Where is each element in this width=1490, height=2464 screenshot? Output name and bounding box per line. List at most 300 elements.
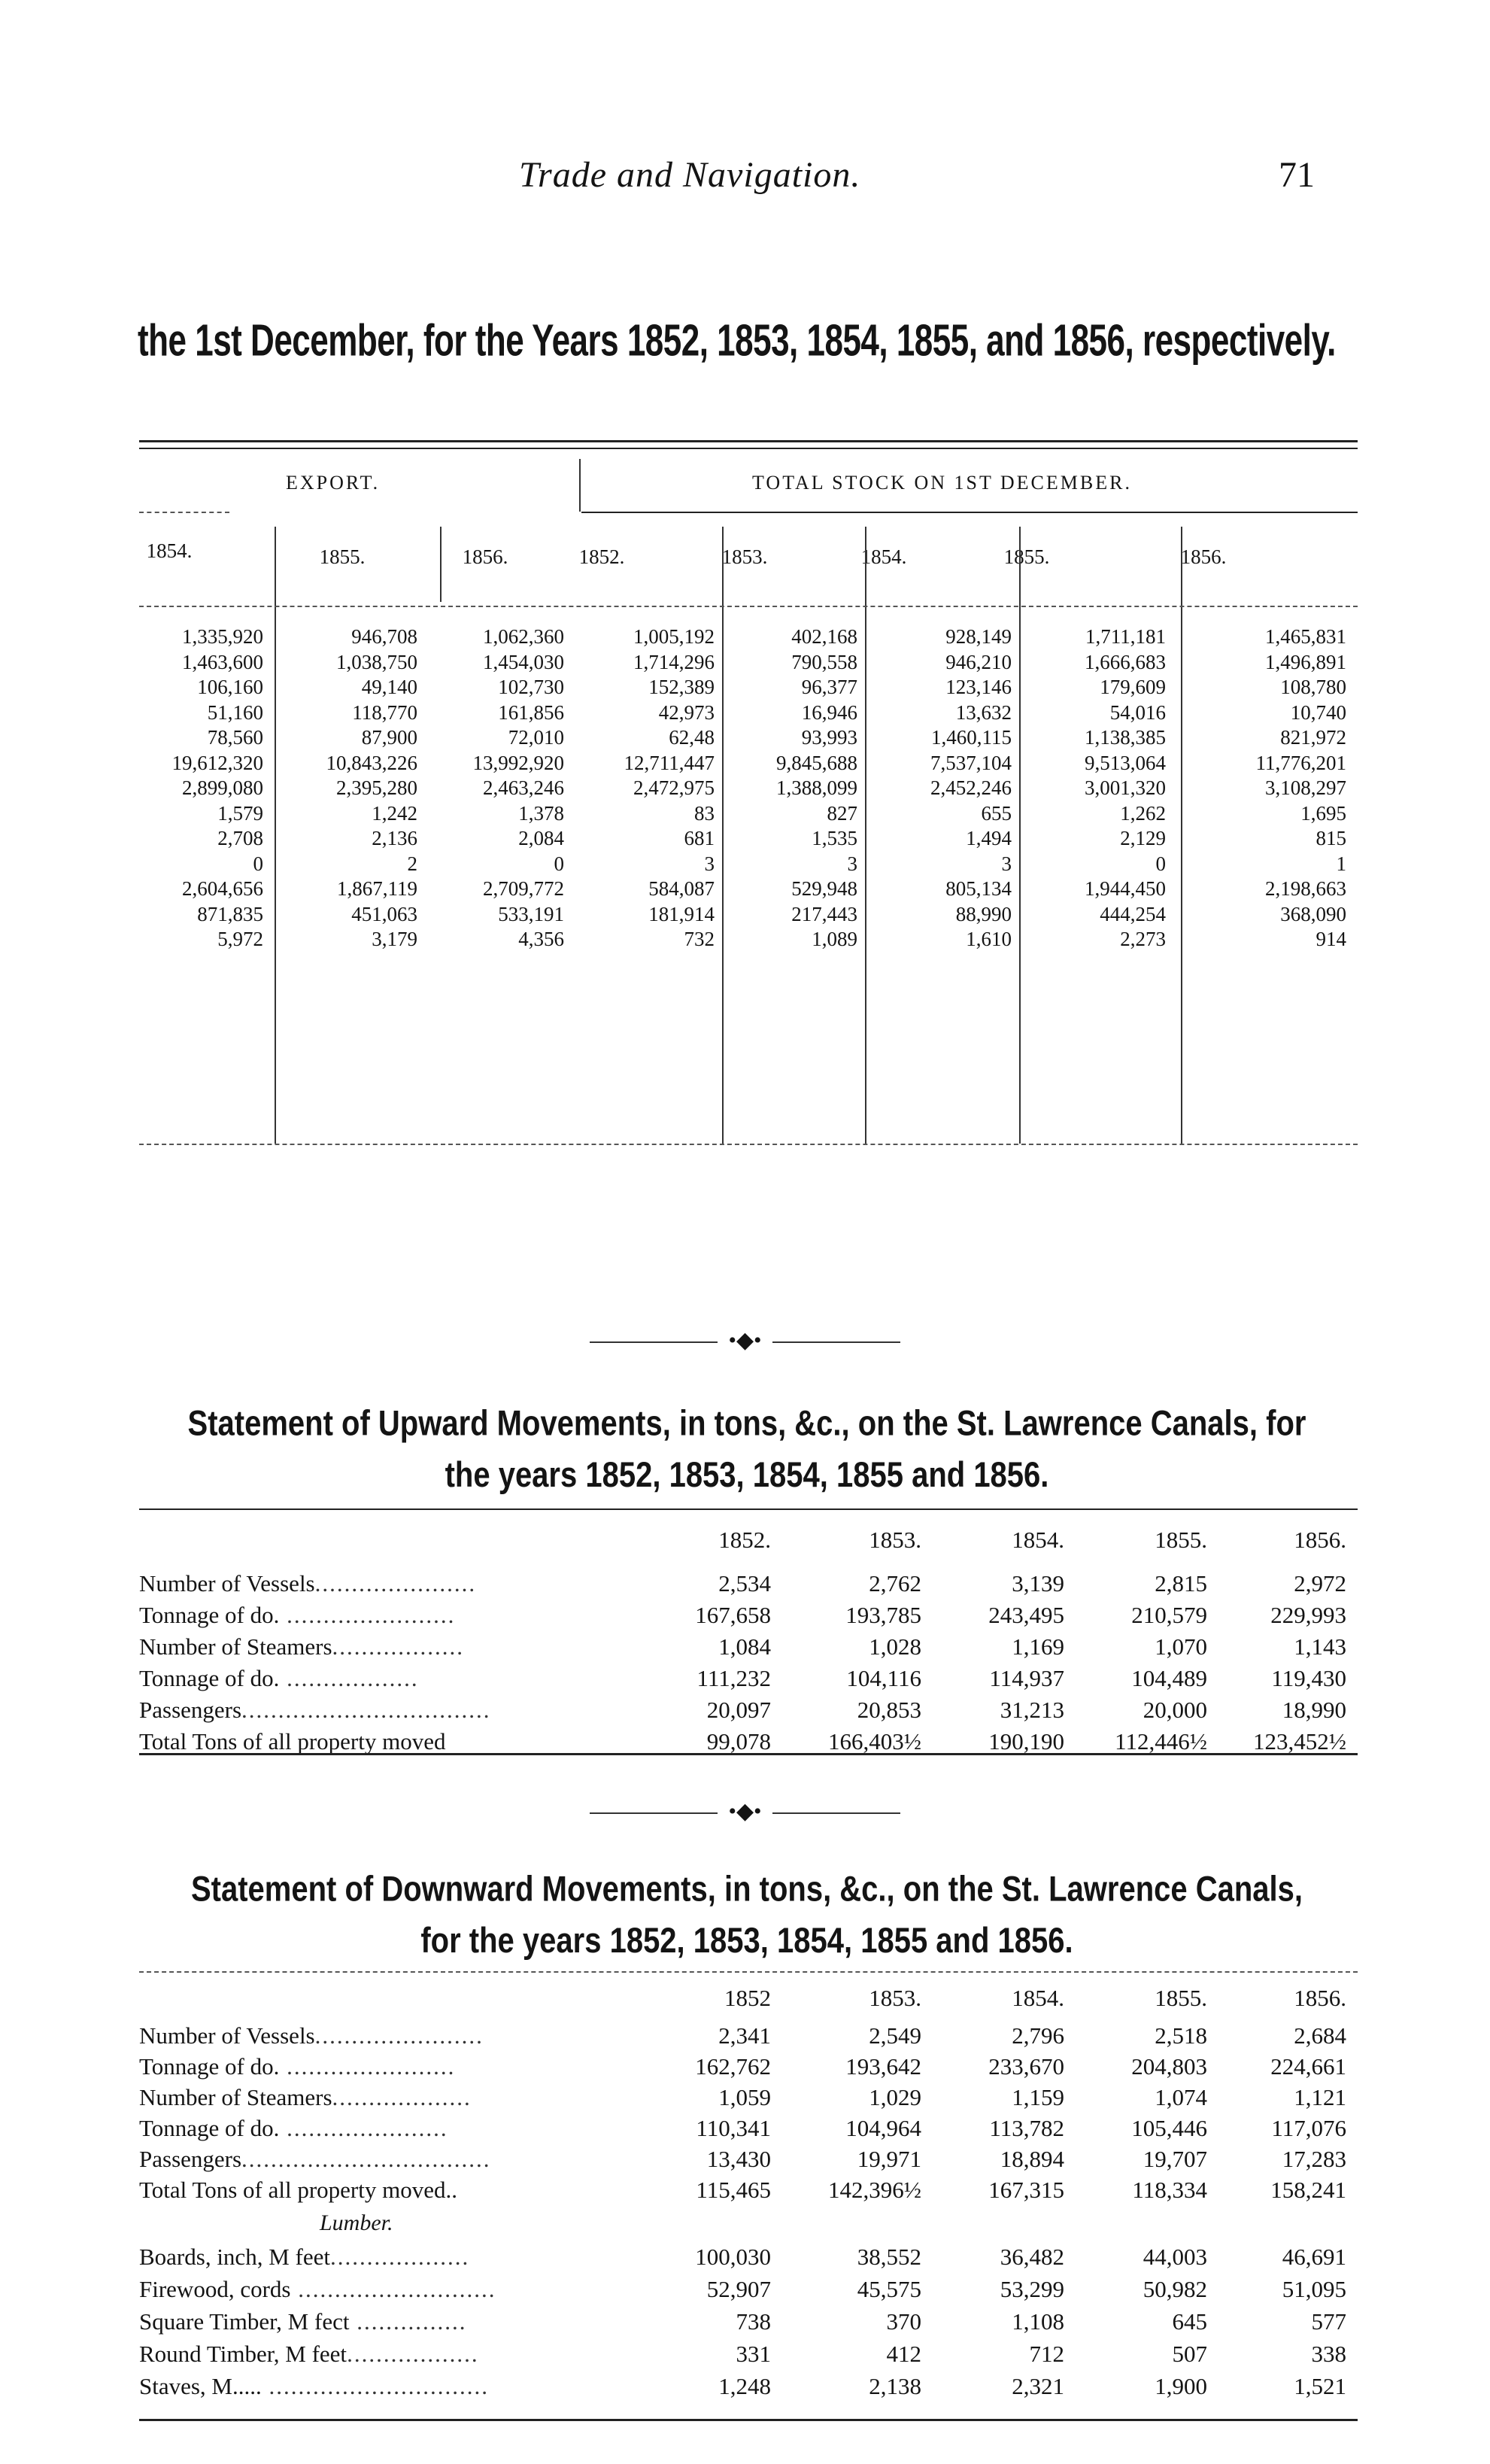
page-number: 71 bbox=[1279, 155, 1315, 195]
table-row bbox=[139, 2146, 1358, 2179]
downward-statement-title bbox=[138, 1864, 1356, 1967]
dot-leader: ....................... bbox=[279, 2053, 456, 2080]
year-1855: 1855. bbox=[1155, 1527, 1207, 1553]
table-cell: 16,946 bbox=[801, 700, 857, 724]
row-label-text: Number of Steamers bbox=[139, 2084, 332, 2110]
upward-year-header bbox=[139, 1527, 1358, 1557]
table-row bbox=[139, 1728, 1358, 1761]
col-head-export-1855: 1855. bbox=[319, 545, 366, 568]
year-1852: 1852. bbox=[718, 1527, 771, 1553]
row-label bbox=[139, 2053, 455, 2080]
table-cell: 11,776,201 bbox=[1255, 751, 1346, 774]
table-cell: 88,990 bbox=[955, 902, 1012, 925]
head-underline bbox=[139, 606, 1358, 607]
year-1852: 1852 bbox=[724, 1985, 771, 2011]
table-cell: 1,521 bbox=[1294, 2373, 1346, 2399]
dot-leader: .................................. bbox=[241, 2146, 491, 2172]
col-head-export-1854: 1854. bbox=[146, 539, 193, 562]
table-cell: 1,378 bbox=[518, 801, 564, 825]
table-cell: 1,089 bbox=[812, 928, 857, 950]
table-cell: 19,707 bbox=[1143, 2146, 1207, 2172]
table-cell: 104,489 bbox=[1131, 1665, 1207, 1691]
table-cell: 444,254 bbox=[1100, 902, 1166, 925]
table-row bbox=[139, 2276, 1358, 2309]
table-cell: 50,982 bbox=[1143, 2276, 1207, 2302]
table-cell: 106,160 bbox=[197, 676, 263, 698]
table-cell: 2,273 bbox=[1120, 928, 1166, 950]
table-cell: 1,900 bbox=[1155, 2373, 1207, 2399]
table-cell: 243,495 bbox=[988, 1602, 1064, 1628]
table-cell: 370 bbox=[886, 2308, 921, 2335]
table-cell: 72,010 bbox=[508, 726, 564, 749]
dot-leader: .................. bbox=[279, 1665, 419, 1691]
col-head-stock-1856: 1856. bbox=[1180, 545, 1227, 568]
table-cell: 790,558 bbox=[791, 650, 857, 673]
table-cell: 1,463,600 bbox=[182, 650, 263, 673]
dot-leader: ...................... bbox=[279, 2115, 448, 2141]
table-cell: 805,134 bbox=[945, 877, 1012, 900]
year-1853: 1853. bbox=[869, 1985, 921, 2011]
row-label-text: Boards, inch, M feet bbox=[139, 2244, 330, 2270]
table-cell: 0 bbox=[253, 852, 263, 875]
table-cell: 7,537,104 bbox=[930, 751, 1012, 774]
table-cell: 62,48 bbox=[669, 726, 715, 749]
col-stock-1854 bbox=[872, 624, 1012, 952]
table-cell: 51,160 bbox=[207, 700, 263, 724]
table-row bbox=[139, 2177, 1358, 2210]
table-cell: 4,356 bbox=[518, 928, 564, 950]
table-cell: 104,116 bbox=[846, 1665, 921, 1691]
row-label-text: Tonnage of do. bbox=[139, 1602, 280, 1628]
export-stock-table bbox=[139, 440, 1358, 1305]
table-row bbox=[139, 1697, 1358, 1730]
table-cell: 2,796 bbox=[1012, 2022, 1064, 2049]
table-cell: 19,971 bbox=[857, 2146, 921, 2172]
table-row bbox=[139, 1602, 1358, 1635]
table-cell: 821,972 bbox=[1280, 726, 1346, 749]
table-cell: 1,062,360 bbox=[483, 625, 564, 648]
table-cell: 105,446 bbox=[1131, 2115, 1207, 2141]
year-1854: 1854. bbox=[1012, 1527, 1064, 1553]
table-cell: 2,534 bbox=[718, 1570, 771, 1597]
downward-top-rule bbox=[139, 1971, 1358, 1973]
table-cell: 5,972 bbox=[217, 928, 263, 950]
table-cell: 1,143 bbox=[1294, 1633, 1346, 1660]
table-cell: 93,993 bbox=[801, 726, 857, 749]
downward-bottom-rule bbox=[139, 2419, 1358, 2421]
table-cell: 712 bbox=[1029, 2341, 1064, 2367]
table-cell: 112,446½ bbox=[1115, 1728, 1207, 1755]
table-cell: 190,190 bbox=[988, 1728, 1064, 1755]
table-cell: 1,535 bbox=[812, 827, 857, 849]
downward-year-header bbox=[139, 1985, 1358, 2015]
lumber-subheading: Lumber. bbox=[320, 2210, 393, 2235]
row-label bbox=[139, 2308, 466, 2335]
table-cell: 204,803 bbox=[1131, 2053, 1207, 2080]
table-cell: 2,518 bbox=[1155, 2022, 1207, 2049]
table-cell: 2,708 bbox=[217, 827, 263, 849]
col-stock-1856 bbox=[1188, 624, 1346, 952]
table-cell: 368,090 bbox=[1280, 902, 1346, 925]
table-cell: 451,063 bbox=[351, 902, 417, 925]
upward-statement-title bbox=[138, 1398, 1356, 1501]
table-cell: 2,762 bbox=[869, 1570, 921, 1597]
table-cell: 1,029 bbox=[869, 2084, 921, 2110]
table-cell: 1 bbox=[1336, 852, 1346, 875]
table-cell: 193,785 bbox=[845, 1602, 921, 1628]
running-title: Trade and Navigation. bbox=[519, 155, 861, 195]
table-cell: 1,262 bbox=[1120, 801, 1166, 825]
table-cell: 2,972 bbox=[1294, 1570, 1346, 1597]
table-cell: 2,549 bbox=[869, 2022, 921, 2049]
row-label-text: Passengers bbox=[139, 2146, 242, 2172]
table-cell: 1,108 bbox=[1012, 2308, 1064, 2335]
table-cell: 9,845,688 bbox=[776, 751, 857, 774]
table-cell: 123,146 bbox=[945, 676, 1012, 698]
table-cell: 1,454,030 bbox=[483, 650, 564, 673]
table-row bbox=[139, 2308, 1358, 2341]
table-cell: 1,388,099 bbox=[776, 776, 857, 799]
table-cell: 18,894 bbox=[1000, 2146, 1064, 2172]
table-cell: 36,482 bbox=[1000, 2244, 1064, 2270]
dot-leader: ....................... bbox=[314, 2022, 484, 2049]
table-cell: 87,900 bbox=[361, 726, 417, 749]
dot-leader: ................... bbox=[332, 2084, 472, 2110]
table-cell: 104,964 bbox=[845, 2115, 921, 2141]
table-cell: 529,948 bbox=[791, 877, 857, 900]
row-label bbox=[139, 1665, 419, 1692]
downward-table bbox=[139, 1971, 1358, 2399]
col-stock-1855 bbox=[1027, 624, 1166, 952]
table-cell: 2,321 bbox=[1012, 2373, 1064, 2399]
table-cell: 224,661 bbox=[1270, 2053, 1346, 2080]
row-label-text: Tonnage of do. bbox=[139, 2115, 280, 2141]
table-cell: 142,396½ bbox=[828, 2177, 921, 2203]
table-cell: 1,714,296 bbox=[633, 650, 715, 673]
table-cell: 1,059 bbox=[718, 2084, 771, 2110]
table-cell: 2,472,975 bbox=[633, 776, 715, 799]
table-cell: 118,770 bbox=[352, 700, 417, 724]
table-cell: 31,213 bbox=[1000, 1697, 1064, 1723]
table-cell: 113,782 bbox=[989, 2115, 1064, 2141]
row-label bbox=[139, 2341, 479, 2368]
table-cell: 577 bbox=[1311, 2308, 1346, 2335]
table-cell: 1,074 bbox=[1155, 2084, 1207, 2110]
row-label bbox=[139, 2146, 491, 2173]
table-cell: 229,993 bbox=[1270, 1602, 1346, 1628]
row-label-text: Tonnage of do. bbox=[139, 1665, 280, 1691]
table-cell: 2,136 bbox=[372, 827, 417, 849]
table-cell: 210,579 bbox=[1131, 1602, 1207, 1628]
table-cell: 166,403½ bbox=[828, 1728, 921, 1755]
table-cell: 10,843,226 bbox=[326, 751, 417, 774]
table-cell: 20,097 bbox=[706, 1697, 771, 1723]
column-rule bbox=[440, 527, 442, 602]
table-cell: 1,496,891 bbox=[1265, 650, 1346, 673]
row-label bbox=[139, 2084, 472, 2111]
table-cell: 117,076 bbox=[1271, 2115, 1346, 2141]
table-cell: 1,711,181 bbox=[1085, 625, 1166, 648]
table-cell: 233,670 bbox=[988, 2053, 1064, 2080]
table-cell: 181,914 bbox=[648, 902, 715, 925]
table-cell: 1,465,831 bbox=[1265, 625, 1346, 648]
column-rule bbox=[722, 527, 724, 1144]
table-cell: 1,121 bbox=[1294, 2084, 1346, 2110]
table-cell: 338 bbox=[1311, 2341, 1346, 2367]
table-cell: 1,028 bbox=[869, 1633, 921, 1660]
table-cell: 2,084 bbox=[518, 827, 564, 849]
table-cell: 2,709,772 bbox=[483, 877, 564, 900]
table-cell: 162,762 bbox=[695, 2053, 771, 2080]
row-label bbox=[139, 2177, 457, 2204]
table-cell: 123,452½ bbox=[1253, 1728, 1346, 1755]
table-row bbox=[139, 1665, 1358, 1698]
table-continuation-caption: the 1st December, for the Years 1852, 1853, 1854, 1855, and 1856, respectively. bbox=[138, 316, 1336, 366]
col-head-export-1856: 1856. bbox=[462, 545, 508, 568]
row-label-text: Number of Vessels bbox=[139, 2022, 315, 2049]
table-cell: 13,430 bbox=[706, 2146, 771, 2172]
table-cell: 946,210 bbox=[945, 650, 1012, 673]
table-cell: 1,944,450 bbox=[1085, 877, 1166, 900]
table-cell: 119,430 bbox=[1271, 1665, 1346, 1691]
page-header bbox=[0, 154, 1490, 207]
downward-title-line2: for the years 1852, 1853, 1854, 1855 and 1856. bbox=[420, 1921, 1073, 1961]
table-cell: 19,612,320 bbox=[171, 751, 263, 774]
stock-group-heading: TOTAL STOCK ON 1ST DECEMBER. bbox=[752, 472, 1132, 494]
upward-title-line1: Statement of Upward Movements, in tons, &c., on the St. Lawrence Canals, for bbox=[187, 1404, 1306, 1444]
table-cell: 46,691 bbox=[1282, 2244, 1346, 2270]
table-cell: 1,666,683 bbox=[1085, 650, 1166, 673]
table-cell: 645 bbox=[1172, 2308, 1207, 2335]
table-top-rule-inner bbox=[139, 448, 1358, 449]
row-label bbox=[139, 1697, 491, 1724]
table-cell: 3,179 bbox=[372, 928, 417, 950]
group-underline-left bbox=[139, 512, 229, 513]
table-cell: 20,000 bbox=[1143, 1697, 1207, 1723]
table-cell: 3,139 bbox=[1012, 1570, 1064, 1597]
year-1856: 1856. bbox=[1294, 1527, 1346, 1553]
dot-leader: .................................. bbox=[241, 1697, 491, 1723]
year-1855: 1855. bbox=[1155, 1985, 1207, 2011]
section-ornament: •◆• bbox=[0, 1798, 1490, 1824]
table-cell: 179,609 bbox=[1100, 676, 1166, 698]
row-label bbox=[139, 2244, 469, 2271]
table-cell: 655 bbox=[981, 801, 1012, 825]
table-cell: 1,005,192 bbox=[633, 625, 715, 648]
table-cell: 331 bbox=[736, 2341, 771, 2367]
table-cell: 2,341 bbox=[718, 2022, 771, 2049]
row-label bbox=[139, 2022, 484, 2049]
table-cell: 20,853 bbox=[857, 1697, 921, 1723]
table-row bbox=[139, 2244, 1358, 2277]
table-cell: 115,465 bbox=[696, 2177, 771, 2203]
table-cell: 1,242 bbox=[372, 801, 417, 825]
table-cell: 3 bbox=[704, 852, 715, 875]
table-cell: 681 bbox=[684, 827, 715, 849]
row-label-text: Number of Steamers bbox=[139, 1633, 332, 1660]
table-cell: 0 bbox=[554, 852, 564, 875]
table-cell: 13,632 bbox=[955, 700, 1012, 724]
row-label-text: Tonnage of do. bbox=[139, 2053, 280, 2080]
table-cell: 871,835 bbox=[197, 902, 263, 925]
table-cell: 158,241 bbox=[1270, 2177, 1346, 2203]
row-label-text: Staves, M..... bbox=[139, 2373, 262, 2399]
table-cell: 111,232 bbox=[696, 1665, 771, 1691]
table-cell: 1,138,385 bbox=[1085, 726, 1166, 749]
table-cell: 42,973 bbox=[658, 700, 715, 724]
table-cell: 1,494 bbox=[966, 827, 1012, 849]
year-1854: 1854. bbox=[1012, 1985, 1064, 2011]
table-cell: 2,899,080 bbox=[182, 776, 263, 799]
table-cell: 1,169 bbox=[1012, 1633, 1064, 1660]
row-label bbox=[139, 1570, 476, 1597]
col-stock-1852 bbox=[579, 624, 715, 952]
row-label bbox=[139, 1633, 464, 1660]
table-cell: 17,283 bbox=[1282, 2146, 1346, 2172]
row-label bbox=[139, 2115, 448, 2142]
table-cell: 45,575 bbox=[857, 2276, 921, 2302]
table-cell: 584,087 bbox=[648, 877, 715, 900]
table-cell: 52,907 bbox=[706, 2276, 771, 2302]
table-cell: 83 bbox=[694, 801, 715, 825]
row-label bbox=[139, 1728, 445, 1755]
row-label bbox=[139, 2276, 496, 2303]
table-cell: 54,016 bbox=[1109, 700, 1166, 724]
table-cell: 2,815 bbox=[1155, 1570, 1207, 1597]
table-row bbox=[139, 1633, 1358, 1666]
table-cell: 51,095 bbox=[1282, 2276, 1346, 2302]
group-underline bbox=[581, 512, 1358, 513]
table-cell: 1,248 bbox=[718, 2373, 771, 2399]
table-row bbox=[139, 2115, 1358, 2148]
col-export-1856 bbox=[425, 624, 564, 952]
table-cell: 732 bbox=[684, 928, 715, 950]
table-cell: 167,315 bbox=[988, 2177, 1064, 2203]
table-cell: 152,389 bbox=[648, 676, 715, 698]
table-bottom-rule bbox=[139, 1144, 1358, 1145]
row-label-text: Passengers bbox=[139, 1697, 242, 1723]
table-cell: 3 bbox=[847, 852, 857, 875]
table-cell: 1,579 bbox=[217, 801, 263, 825]
col-export-1855 bbox=[286, 624, 417, 952]
dot-leader: ............... bbox=[349, 2308, 467, 2335]
table-cell: 13,992,920 bbox=[472, 751, 564, 774]
upward-table bbox=[139, 1508, 1358, 1755]
table-cell: 44,003 bbox=[1143, 2244, 1207, 2270]
table-cell: 96,377 bbox=[801, 676, 857, 698]
table-cell: 12,711,447 bbox=[624, 751, 715, 774]
table-cell: 2 bbox=[407, 852, 417, 875]
table-cell: 100,030 bbox=[695, 2244, 771, 2270]
upward-top-rule bbox=[139, 1508, 1358, 1510]
table-cell: 946,708 bbox=[351, 625, 417, 648]
table-cell: 1,867,119 bbox=[337, 877, 417, 900]
table-cell: 738 bbox=[736, 2308, 771, 2335]
column-rule bbox=[865, 527, 866, 1144]
table-cell: 402,168 bbox=[791, 625, 857, 648]
table-cell: 815 bbox=[1316, 827, 1346, 849]
upward-bottom-rule bbox=[139, 1753, 1358, 1755]
year-1856: 1856. bbox=[1294, 1985, 1346, 2011]
column-rule bbox=[275, 527, 276, 1144]
table-row bbox=[139, 2341, 1358, 2374]
dot-leader: .................. bbox=[332, 1633, 465, 1660]
table-cell: 2,463,246 bbox=[483, 776, 564, 799]
table-cell: 507 bbox=[1172, 2341, 1207, 2367]
table-row bbox=[139, 2053, 1358, 2086]
col-head-stock-1855: 1855. bbox=[1003, 545, 1050, 568]
row-label-text: Round Timber, M feet bbox=[139, 2341, 347, 2367]
dot-leader: ................... bbox=[329, 2244, 470, 2270]
table-cell: 3,108,297 bbox=[1265, 776, 1346, 799]
table-cell: 49,140 bbox=[361, 676, 417, 698]
table-cell: 102,730 bbox=[498, 676, 564, 698]
column-rule bbox=[1019, 527, 1021, 1144]
col-head-stock-1853: 1853. bbox=[721, 545, 768, 568]
section-ornament: •◆• bbox=[0, 1327, 1490, 1354]
table-cell: 10,740 bbox=[1290, 700, 1346, 724]
table-cell: 1,460,115 bbox=[931, 726, 1012, 749]
table-cell: 2,129 bbox=[1120, 827, 1166, 849]
year-1853: 1853. bbox=[869, 1527, 921, 1553]
table-cell: 2,452,246 bbox=[930, 776, 1012, 799]
table-cell: 118,334 bbox=[1132, 2177, 1207, 2203]
col-head-stock-1852: 1852. bbox=[578, 545, 625, 568]
table-cell: 412 bbox=[886, 2341, 921, 2367]
table-cell: 3 bbox=[1001, 852, 1012, 875]
row-label-text: Total Tons of all property moved.. bbox=[139, 2177, 457, 2203]
table-cell: 1,070 bbox=[1155, 1633, 1207, 1660]
row-label-text: Total Tons of all property moved bbox=[139, 1728, 446, 1755]
table-cell: 2,604,656 bbox=[182, 877, 263, 900]
dot-leader: .............................. bbox=[261, 2373, 489, 2399]
table-cell: 0 bbox=[1155, 852, 1166, 875]
table-cell: 110,341 bbox=[696, 2115, 771, 2141]
table-cell: 9,513,064 bbox=[1085, 751, 1166, 774]
table-cell: 2,138 bbox=[869, 2373, 921, 2399]
col-head-stock-1854: 1854. bbox=[860, 545, 907, 568]
table-cell: 1,335,920 bbox=[182, 625, 263, 648]
dot-leader: ...................... bbox=[314, 1570, 477, 1597]
table-cell: 217,443 bbox=[791, 902, 857, 925]
table-cell: 1,159 bbox=[1012, 2084, 1064, 2110]
upward-title-line2: the years 1852, 1853, 1854, 1855 and 1856. bbox=[445, 1455, 1049, 1495]
row-label bbox=[139, 2373, 489, 2400]
table-cell: 1,610 bbox=[966, 928, 1012, 950]
table-cell: 533,191 bbox=[498, 902, 564, 925]
table-cell: 18,990 bbox=[1282, 1697, 1346, 1723]
row-label-text: Firewood, cords bbox=[139, 2276, 291, 2302]
table-cell: 2,684 bbox=[1294, 2022, 1346, 2049]
dot-leader: .................. bbox=[347, 2341, 479, 2367]
table-cell: 2,198,663 bbox=[1265, 877, 1346, 900]
table-cell: 167,658 bbox=[695, 1602, 771, 1628]
table-cell: 928,149 bbox=[945, 625, 1012, 648]
table-cell: 161,856 bbox=[498, 700, 564, 724]
table-row bbox=[139, 2084, 1358, 2117]
table-cell: 3,001,320 bbox=[1085, 776, 1166, 799]
table-cell: 38,552 bbox=[857, 2244, 921, 2270]
table-cell: 108,780 bbox=[1280, 676, 1346, 698]
export-group-heading: EXPORT. bbox=[286, 472, 381, 494]
column-rule bbox=[1181, 527, 1182, 1144]
downward-title-line1: Statement of Downward Movements, in tons, &c., on the St. Lawrence Canals, bbox=[190, 1870, 1303, 1910]
table-row bbox=[139, 2373, 1358, 2406]
table-cell: 114,937 bbox=[989, 1665, 1064, 1691]
col-export-1854 bbox=[139, 624, 263, 952]
row-label bbox=[139, 1602, 455, 1629]
table-cell: 193,642 bbox=[845, 2053, 921, 2080]
